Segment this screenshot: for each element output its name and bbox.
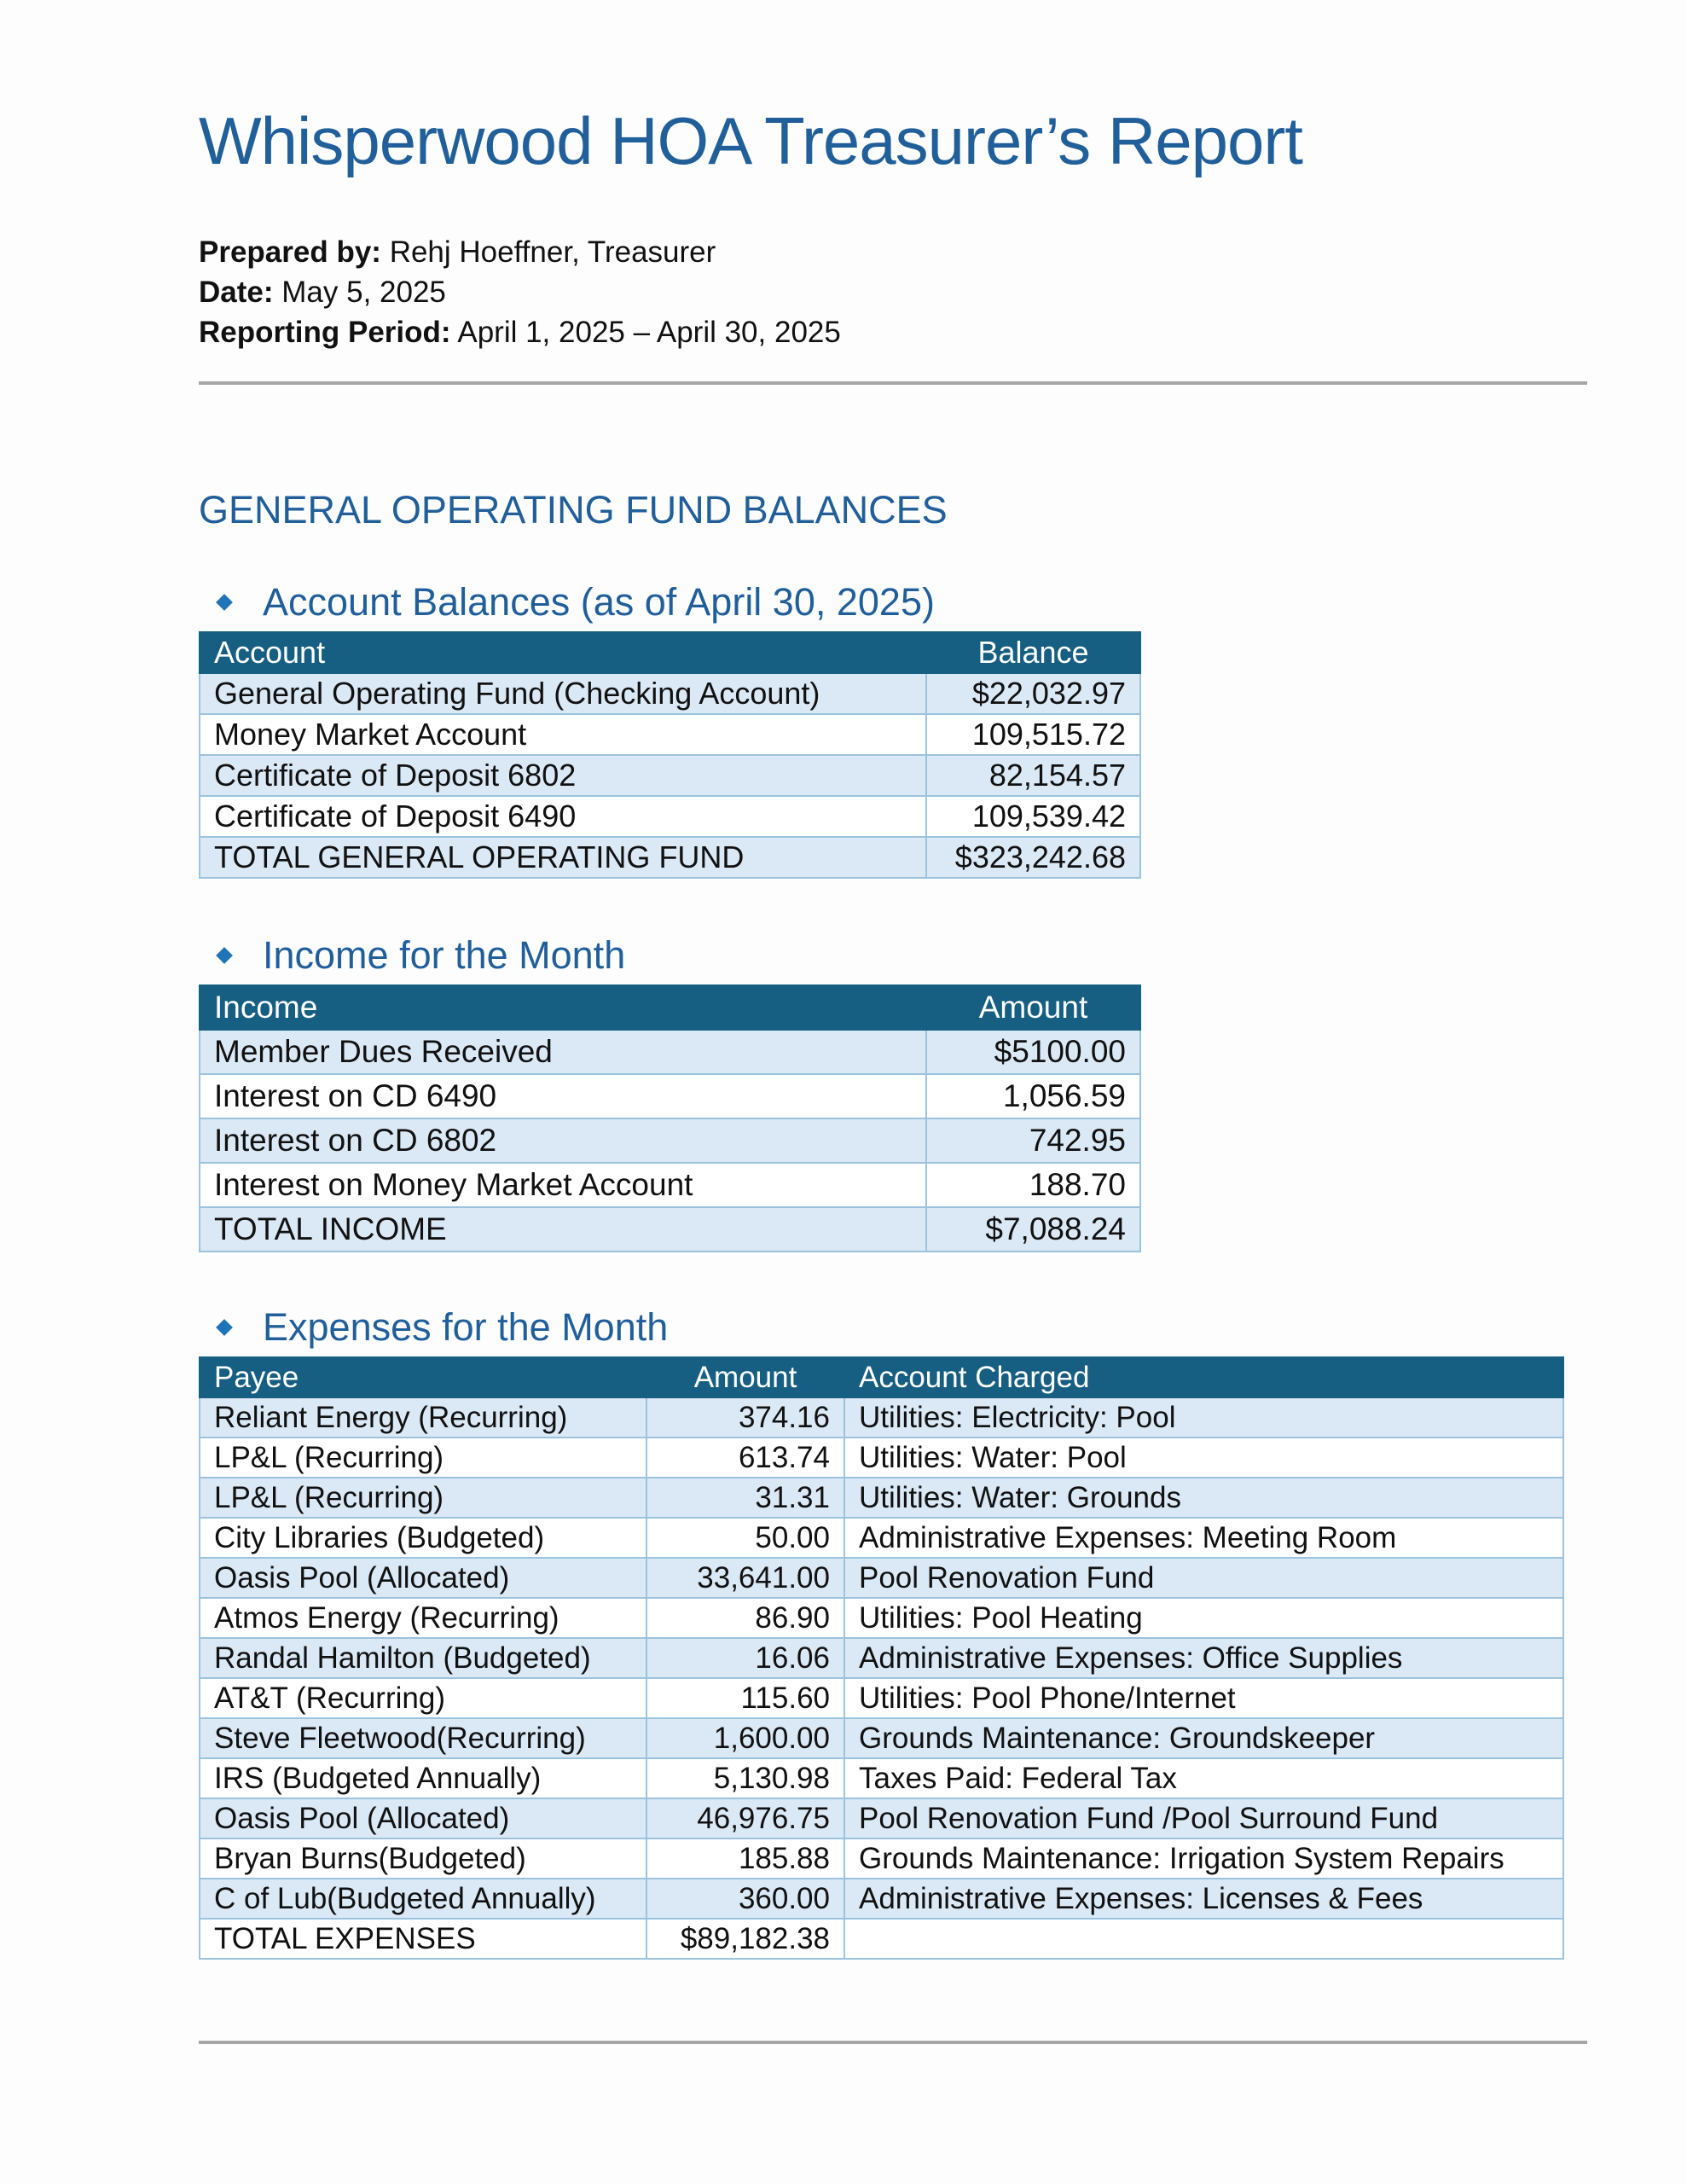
expenses-heading-text: Expenses for the Month xyxy=(263,1305,669,1349)
account-charged-cell: Administrative Expenses: Meeting Room xyxy=(844,1518,1563,1558)
prepared-by-label: Prepared by: xyxy=(199,235,381,269)
amount-cell: 50.00 xyxy=(646,1518,844,1558)
income-table xyxy=(199,985,1141,1252)
table-header-row xyxy=(200,1357,1563,1397)
top-divider xyxy=(199,381,1587,385)
payee-cell: LP&L (Recurring) xyxy=(200,1478,646,1518)
table-row xyxy=(200,1758,1563,1798)
table-row xyxy=(200,714,1140,755)
account-charged-cell: Utilities: Water: Pool xyxy=(844,1438,1563,1478)
table-row xyxy=(200,1879,1563,1919)
balances-heading xyxy=(212,580,935,624)
table-row xyxy=(200,755,1140,796)
prepared-by-line xyxy=(199,232,841,272)
account-charged-cell: Grounds Maintenance: Irrigation System Repairs xyxy=(844,1838,1563,1879)
income-heading xyxy=(212,933,625,978)
reporting-period-value: April 1, 2025 – April 30, 2025 xyxy=(450,316,841,349)
payee-cell: Bryan Burns(Budgeted) xyxy=(200,1838,646,1879)
table-row xyxy=(200,796,1140,837)
account-cell: TOTAL GENERAL OPERATING FUND xyxy=(200,837,926,878)
amount-cell: 185.88 xyxy=(646,1838,844,1879)
balances-heading-text: Account Balances (as of April 30, 2025) xyxy=(263,580,935,624)
income-heading-text: Income for the Month xyxy=(263,933,626,977)
table-row xyxy=(200,1558,1563,1598)
reporting-period-line xyxy=(199,312,841,352)
total-row xyxy=(200,837,1140,878)
payee-cell: Randal Hamilton (Budgeted) xyxy=(200,1638,646,1678)
account-charged-cell: Utilities: Water: Grounds xyxy=(844,1478,1563,1518)
payee-cell: Oasis Pool (Allocated) xyxy=(200,1558,646,1598)
amount-cell: 31.31 xyxy=(646,1478,844,1518)
payee-cell: IRS (Budgeted Annually) xyxy=(200,1758,646,1798)
account-cell: Certificate of Deposit 6490 xyxy=(200,796,926,837)
table-row xyxy=(200,1074,1140,1118)
date-line xyxy=(199,272,841,312)
table-row xyxy=(200,1518,1563,1558)
table-row xyxy=(200,1438,1563,1478)
income-cell: Member Dues Received xyxy=(200,1030,926,1074)
account-charged-cell: Administrative Expenses: Office Supplies xyxy=(844,1638,1563,1678)
income-cell: Interest on CD 6490 xyxy=(200,1074,926,1118)
prepared-by-value: Rehj Hoeffner, Treasurer xyxy=(380,235,716,269)
amount-cell: $5100.00 xyxy=(926,1030,1140,1074)
account-charged-cell: Grounds Maintenance: Groundskeeper xyxy=(844,1718,1563,1758)
amount-cell: 742.95 xyxy=(926,1118,1140,1163)
total-row xyxy=(200,1919,1563,1959)
table-row xyxy=(200,1598,1563,1638)
total-row xyxy=(200,1207,1140,1252)
table-row xyxy=(200,1838,1563,1879)
column-header: Amount xyxy=(646,1357,844,1397)
table-row xyxy=(200,1118,1140,1163)
amount-cell: 16.06 xyxy=(646,1638,844,1678)
column-header: Income xyxy=(200,985,926,1030)
table-header-row xyxy=(200,985,1140,1030)
account-charged-cell: Pool Renovation Fund /Pool Surround Fund xyxy=(844,1798,1563,1838)
payee-cell: C of Lub(Budgeted Annually) xyxy=(200,1879,646,1919)
balance-cell: 109,539.42 xyxy=(926,796,1140,837)
table-row xyxy=(200,673,1140,714)
account-charged-cell: Utilities: Pool Heating xyxy=(844,1598,1563,1638)
account-charged-cell: Utilities: Electricity: Pool xyxy=(844,1397,1563,1438)
table-row xyxy=(200,1718,1563,1758)
balance-cell: $323,242.68 xyxy=(926,837,1140,878)
balances-table xyxy=(199,631,1141,879)
income-cell: Interest on Money Market Account xyxy=(200,1163,926,1207)
date-value: May 5, 2025 xyxy=(273,276,446,309)
payee-cell: Reliant Energy (Recurring) xyxy=(200,1397,646,1438)
amount-cell: 33,641.00 xyxy=(646,1558,844,1598)
amount-cell: 374.16 xyxy=(646,1397,844,1438)
bottom-divider xyxy=(199,2041,1587,2044)
column-header: Balance xyxy=(926,632,1140,673)
amount-cell: 115.60 xyxy=(646,1678,844,1718)
payee-cell: LP&L (Recurring) xyxy=(200,1438,646,1478)
income-cell: Interest on CD 6802 xyxy=(200,1118,926,1163)
column-header: Account xyxy=(200,632,926,673)
balance-cell: 82,154.57 xyxy=(926,755,1140,796)
expenses-table xyxy=(199,1356,1564,1960)
payee-cell: AT&T (Recurring) xyxy=(200,1678,646,1718)
account-charged-cell: Administrative Expenses: Licenses & Fees xyxy=(844,1879,1563,1919)
payee-cell: TOTAL EXPENSES xyxy=(200,1919,646,1959)
amount-cell: $89,182.38 xyxy=(646,1919,844,1959)
diamond-bullet-icon xyxy=(216,594,233,611)
amount-cell: 188.70 xyxy=(926,1163,1140,1207)
balance-cell: $22,032.97 xyxy=(926,673,1140,714)
table-header-row xyxy=(200,632,1140,673)
income-cell: TOTAL INCOME xyxy=(200,1207,926,1252)
amount-cell: 46,976.75 xyxy=(646,1798,844,1838)
amount-cell: 86.90 xyxy=(646,1598,844,1638)
report-meta xyxy=(199,232,841,352)
payee-cell: Oasis Pool (Allocated) xyxy=(200,1798,646,1838)
account-charged-cell xyxy=(844,1919,1563,1959)
table-row xyxy=(200,1397,1563,1438)
account-charged-cell: Taxes Paid: Federal Tax xyxy=(844,1758,1563,1798)
amount-cell: $7,088.24 xyxy=(926,1207,1140,1252)
amount-cell: 360.00 xyxy=(646,1879,844,1919)
diamond-bullet-icon xyxy=(216,1319,233,1336)
table-row xyxy=(200,1163,1140,1207)
account-cell: Certificate of Deposit 6802 xyxy=(200,755,926,796)
account-charged-cell: Utilities: Pool Phone/Internet xyxy=(844,1678,1563,1718)
section-title: GENERAL OPERATING FUND BALANCES xyxy=(199,488,948,531)
report-title: Whisperwood HOA Treasurer’s Report xyxy=(199,103,1302,178)
payee-cell: Steve Fleetwood(Recurring) xyxy=(200,1718,646,1758)
balance-cell: 109,515.72 xyxy=(926,714,1140,755)
column-header: Payee xyxy=(200,1357,646,1397)
payee-cell: City Libraries (Budgeted) xyxy=(200,1518,646,1558)
payee-cell: Atmos Energy (Recurring) xyxy=(200,1598,646,1638)
diamond-bullet-icon xyxy=(216,947,233,964)
account-cell: General Operating Fund (Checking Account) xyxy=(200,673,926,714)
account-charged-cell: Pool Renovation Fund xyxy=(844,1558,1563,1598)
reporting-period-label: Reporting Period: xyxy=(199,316,451,349)
column-header: Account Charged xyxy=(844,1357,1563,1397)
table-row xyxy=(200,1638,1563,1678)
amount-cell: 613.74 xyxy=(646,1438,844,1478)
table-row xyxy=(200,1030,1140,1074)
column-header: Amount xyxy=(926,985,1140,1030)
table-row xyxy=(200,1478,1563,1518)
amount-cell: 1,056.59 xyxy=(926,1074,1140,1118)
amount-cell: 1,600.00 xyxy=(646,1718,844,1758)
account-cell: Money Market Account xyxy=(200,714,926,755)
table-row xyxy=(200,1678,1563,1718)
expenses-heading xyxy=(212,1305,668,1350)
amount-cell: 5,130.98 xyxy=(646,1758,844,1798)
table-row xyxy=(200,1798,1563,1838)
date-label: Date: xyxy=(199,276,274,309)
